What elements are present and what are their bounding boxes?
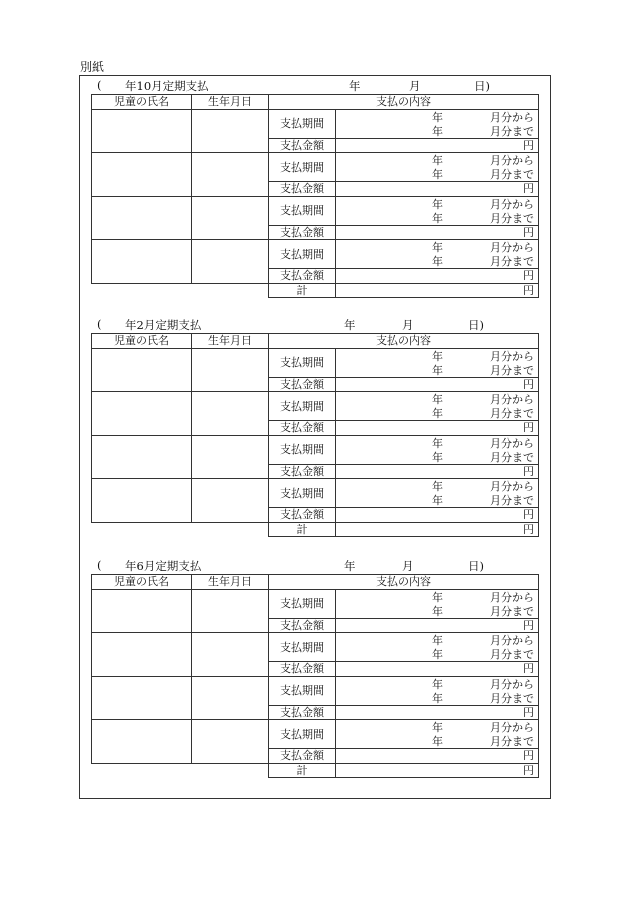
period-label: 支払期間 [269, 348, 336, 377]
total-label: 計 [269, 283, 336, 298]
child-name-cell[interactable] [92, 240, 192, 284]
header-payment-content: 支払の内容 [269, 95, 539, 110]
period-from-month: 月分から [490, 241, 534, 254]
birthdate-cell[interactable] [192, 196, 269, 240]
period-from-year: 年 [432, 197, 443, 211]
period-from-month: 月分から [490, 393, 534, 406]
title-day: 日) [468, 318, 484, 332]
child-name-cell[interactable] [92, 153, 192, 197]
yen-unit: 円 [523, 618, 534, 632]
period-from-month: 月分から [490, 197, 534, 211]
yen-unit: 円 [523, 138, 534, 152]
yen-unit: 円 [523, 749, 534, 763]
amount-cell[interactable] [336, 421, 539, 436]
child-entry-row [92, 348, 539, 377]
title-text: 年6月定期支払 [125, 559, 202, 573]
period-from-year: 年 [432, 393, 443, 406]
period-to-month: 月分まで [490, 168, 534, 181]
payment-table [91, 333, 539, 537]
period-from-month: 月分から [490, 436, 534, 450]
period-to-year: 年 [432, 450, 443, 464]
period-cell[interactable] [336, 348, 539, 377]
amount-label: 支払金額 [269, 618, 336, 633]
amount-cell[interactable] [336, 269, 539, 284]
header-birthdate: 生年月日 [192, 575, 269, 590]
period-to-year: 年 [432, 255, 443, 268]
period-to-year: 年 [432, 648, 443, 661]
title-year: 年 [349, 79, 361, 93]
amount-cell[interactable] [336, 225, 539, 240]
amount-label: 支払金額 [269, 182, 336, 197]
child-name-cell[interactable] [92, 633, 192, 677]
period-to-year: 年 [432, 691, 443, 705]
amount-cell[interactable] [336, 508, 539, 523]
amount-label: 支払金額 [269, 705, 336, 720]
yen-unit: 円 [523, 421, 534, 435]
period-from-month: 月分から [490, 349, 534, 363]
payment-table [91, 94, 539, 298]
yen-unit: 円 [523, 662, 534, 676]
amount-cell[interactable] [336, 464, 539, 479]
header-child-name: 児童の氏名 [92, 334, 192, 349]
child-name-cell[interactable] [92, 676, 192, 720]
period-to-year: 年 [432, 211, 443, 225]
period-cell[interactable] [336, 153, 539, 182]
period-to-month: 月分まで [490, 211, 534, 225]
child-entry-row [92, 589, 539, 618]
total-label: 計 [269, 763, 336, 778]
period-cell[interactable] [336, 720, 539, 749]
period-to-year: 年 [432, 168, 443, 181]
period-from-year: 年 [432, 480, 443, 493]
period-cell[interactable] [336, 109, 539, 138]
amount-label: 支払金額 [269, 225, 336, 240]
birthdate-cell[interactable] [192, 392, 269, 436]
period-from-year: 年 [432, 634, 443, 647]
birthdate-cell[interactable] [192, 348, 269, 392]
total-amount-cell[interactable] [336, 763, 539, 778]
period-label: 支払期間 [269, 479, 336, 508]
period-to-year: 年 [432, 363, 443, 377]
period-cell[interactable] [336, 240, 539, 269]
birthdate-cell[interactable] [192, 240, 269, 284]
amount-label: 支払金額 [269, 377, 336, 392]
period-label: 支払期間 [269, 633, 336, 662]
amount-label: 支払金額 [269, 749, 336, 764]
amount-cell[interactable] [336, 705, 539, 720]
birthdate-cell[interactable] [192, 109, 269, 153]
payment-section [91, 317, 538, 537]
header-payment-content: 支払の内容 [269, 575, 539, 590]
title-text: 年2月定期支払 [125, 318, 202, 332]
payment-section [91, 558, 538, 778]
header-payment-content: 支払の内容 [269, 334, 539, 349]
period-from-month: 月分から [490, 480, 534, 493]
total-amount-cell[interactable] [336, 522, 539, 537]
amount-label: 支払金額 [269, 138, 336, 153]
period-from-year: 年 [432, 590, 443, 604]
period-label: 支払期間 [269, 153, 336, 182]
period-to-month: 月分まで [490, 691, 534, 705]
header-row [92, 575, 539, 590]
birthdate-cell[interactable] [192, 589, 269, 633]
period-label: 支払期間 [269, 676, 336, 705]
yen-unit: 円 [523, 522, 534, 536]
amount-cell[interactable] [336, 618, 539, 633]
period-cell[interactable] [336, 196, 539, 225]
period-cell[interactable] [336, 479, 539, 508]
child-entry-row [92, 435, 539, 464]
total-label: 計 [269, 522, 336, 537]
header-birthdate: 生年月日 [192, 95, 269, 110]
total-row [92, 283, 539, 298]
period-from-year: 年 [432, 110, 443, 124]
period-to-year: 年 [432, 494, 443, 507]
period-to-month: 月分まで [490, 407, 534, 420]
yen-unit: 円 [523, 763, 534, 777]
amount-label: 支払金額 [269, 662, 336, 677]
period-to-year: 年 [432, 604, 443, 618]
period-to-month: 月分まで [490, 363, 534, 377]
title-paren: ( [97, 78, 102, 92]
period-cell[interactable] [336, 676, 539, 705]
period-to-month: 月分まで [490, 450, 534, 464]
period-to-month: 月分まで [490, 494, 534, 507]
header-row [92, 334, 539, 349]
birthdate-cell[interactable] [192, 676, 269, 720]
period-label: 支払期間 [269, 196, 336, 225]
period-label: 支払期間 [269, 720, 336, 749]
amount-cell[interactable] [336, 138, 539, 153]
period-to-year: 年 [432, 735, 443, 748]
amount-cell[interactable] [336, 749, 539, 764]
period-to-month: 月分まで [490, 124, 534, 138]
child-entry-row [92, 196, 539, 225]
period-to-month: 月分まで [490, 604, 534, 618]
period-to-year: 年 [432, 407, 443, 420]
yen-unit: 円 [523, 283, 534, 297]
birthdate-cell[interactable] [192, 720, 269, 764]
amount-label: 支払金額 [269, 269, 336, 284]
yen-unit: 円 [523, 377, 534, 391]
yen-unit: 円 [523, 705, 534, 719]
yen-unit: 円 [523, 464, 534, 478]
payment-table [91, 574, 539, 778]
period-label: 支払期間 [269, 392, 336, 421]
amount-cell[interactable] [336, 377, 539, 392]
amount-label: 支払金額 [269, 508, 336, 523]
title-year: 年 [344, 318, 356, 332]
header-row [92, 95, 539, 110]
yen-unit: 円 [523, 508, 534, 522]
child-name-cell[interactable] [92, 109, 192, 153]
period-cell[interactable] [336, 435, 539, 464]
period-from-year: 年 [432, 721, 443, 734]
total-spacer [92, 763, 269, 778]
title-day: 日) [468, 559, 484, 573]
birthdate-cell[interactable] [192, 479, 269, 523]
period-label: 支払期間 [269, 589, 336, 618]
total-row [92, 522, 539, 537]
period-from-month: 月分から [490, 677, 534, 691]
period-to-month: 月分まで [490, 648, 534, 661]
title-day: 日) [474, 79, 490, 93]
child-name-cell[interactable] [92, 479, 192, 523]
period-label: 支払期間 [269, 109, 336, 138]
period-from-month: 月分から [490, 721, 534, 734]
child-name-cell[interactable] [92, 435, 192, 479]
period-from-month: 月分から [490, 110, 534, 124]
title-paren: ( [97, 558, 102, 572]
payment-section [91, 78, 538, 298]
amount-label: 支払金額 [269, 464, 336, 479]
title-month: 月 [402, 559, 414, 573]
amount-cell[interactable] [336, 662, 539, 677]
yen-unit: 円 [523, 225, 534, 239]
child-entry-row [92, 720, 539, 749]
child-entry-row [92, 109, 539, 138]
birthdate-cell[interactable] [192, 153, 269, 197]
period-to-month: 月分まで [490, 735, 534, 748]
period-from-year: 年 [432, 349, 443, 363]
period-from-month: 月分から [490, 634, 534, 647]
total-spacer [92, 522, 269, 537]
birthdate-cell[interactable] [192, 633, 269, 677]
amount-label: 支払金額 [269, 421, 336, 436]
birthdate-cell[interactable] [192, 435, 269, 479]
child-entry-row [92, 153, 539, 182]
period-cell[interactable] [336, 633, 539, 662]
amount-cell[interactable] [336, 182, 539, 197]
child-entry-row [92, 676, 539, 705]
child-entry-row [92, 479, 539, 508]
total-row [92, 763, 539, 778]
child-name-cell[interactable] [92, 720, 192, 764]
child-name-cell[interactable] [92, 348, 192, 392]
header-child-name: 児童の氏名 [92, 95, 192, 110]
header-birthdate: 生年月日 [192, 334, 269, 349]
period-from-year: 年 [432, 154, 443, 167]
period-from-month: 月分から [490, 590, 534, 604]
header-child-name: 児童の氏名 [92, 575, 192, 590]
yen-unit: 円 [523, 182, 534, 196]
title-month: 月 [402, 318, 414, 332]
child-entry-row [92, 633, 539, 662]
title-text: 年10月定期支払 [125, 79, 209, 93]
section-title [91, 317, 538, 333]
period-from-year: 年 [432, 241, 443, 254]
title-paren: ( [97, 317, 102, 331]
child-name-cell[interactable] [92, 392, 192, 436]
child-entry-row [92, 392, 539, 421]
title-year: 年 [344, 559, 356, 573]
period-to-year: 年 [432, 124, 443, 138]
section-title [91, 558, 538, 574]
yen-unit: 円 [523, 269, 534, 283]
period-cell[interactable] [336, 589, 539, 618]
period-from-year: 年 [432, 436, 443, 450]
total-spacer [92, 283, 269, 298]
period-from-month: 月分から [490, 154, 534, 167]
child-name-cell[interactable] [92, 589, 192, 633]
period-cell[interactable] [336, 392, 539, 421]
child-name-cell[interactable] [92, 196, 192, 240]
title-month: 月 [409, 79, 421, 93]
period-label: 支払期間 [269, 435, 336, 464]
period-label: 支払期間 [269, 240, 336, 269]
child-entry-row [92, 240, 539, 269]
period-from-year: 年 [432, 677, 443, 691]
total-amount-cell[interactable] [336, 283, 539, 298]
section-title [91, 78, 538, 94]
attachment-label: 別紙 [80, 60, 105, 74]
period-to-month: 月分まで [490, 255, 534, 268]
